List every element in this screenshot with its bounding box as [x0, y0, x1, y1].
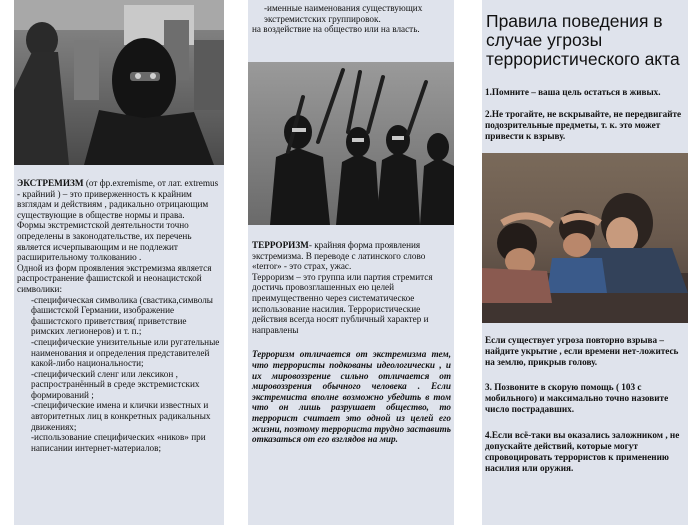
rules-title: Правила поведения в случае угрозы террористического акта — [486, 11, 680, 69]
extremism-term: ЭКСТРЕМИЗМ — [17, 178, 84, 188]
terrorism-paragraph: Терроризм – это группа или партия стремится достичь провозглашенных ею целей преимущественно через систематическое использование насилия. Террористические действия всегда носят публичный характер и направлены — [252, 271, 433, 335]
list-item: -именные наименования существующих экстремистских группировок. — [264, 3, 423, 24]
rule-4: 4.Если всё-таки вы оказались заложником , не допускайте действий, которые могут спровоцировать террористов к применению насилия или оружия. — [485, 430, 680, 473]
armed-militants-photo — [248, 62, 454, 225]
list-item: -специфические унизительные или ругательные наименования и определения представителей какой-либо национальности; — [31, 336, 220, 369]
masked-protester-photo — [14, 0, 224, 165]
italic-comparison-paragraph: Терроризм отличается от экстремизма тем, что террористы подкованы идеологически , и их мировоззрение сильно отличается от мировоззрения обычного человека . Если экстремиста вполне возможно убедить в том что он лишь разрушает общество, то террорист считает это одной из целей его жизни, поэтому террориста трудно заставить отказаться от его взглядов на мир. — [252, 349, 451, 445]
terrorism-term: ТЕРРОРИЗМ — [252, 240, 309, 250]
list-item: -специфический сленг или лексикон , распространённый в среде экстремистских формирований ; — [31, 368, 200, 400]
top-continuation-text — [252, 3, 452, 35]
extremism-definition: (от фр.exremisme, от лат. extremus - крайний ) – это приверженность к крайним взглядам и действиям , радикально отрицающим существующие в обществе нормы и права. — [17, 178, 219, 220]
rules-panel — [482, 0, 688, 525]
rule-1: 1.Помните – ваша цель остаться в живых. — [485, 87, 661, 97]
list-item: -специфические имена и клички известных и авторитетных лиц в конкретных радикальных движениях; — [31, 400, 211, 432]
common-form-paragraph: Одной из форм проявления экстремизма является распространение фашистской и неонацистской символики: — [17, 262, 212, 294]
shelter-rule: Если существует угроза повторно взрыва – найдите укрытие , если времени нет-ложитесь на землю, прикрыв голову. — [485, 335, 679, 367]
rule-3: 3. Позвоните в скорую помощь ( 103 с мобильного) и максимально точно назовите число пострадавших. — [485, 382, 669, 414]
extremism-text — [17, 178, 221, 453]
family-on-ground-photo — [482, 153, 688, 323]
terrorism-definition: - крайняя форма проявления экстремизма. В переводе с латинского слово «terror» - это страх, ужас. — [252, 240, 426, 272]
terrorism-text — [252, 240, 451, 445]
rule-2: 2.Не трогайте, не вскрывайте, не передвигайте подозрительные предметы, т. к. это может привести к взрыву. — [485, 109, 682, 141]
list-item: -использование специфических «ников» при написании интернет-материалов; — [31, 432, 206, 453]
list-item: -специфическая символика (свастика,символы фашистской Германии, изображение фашистского приветствия( приветствие римских легионеров) и т. п.; — [31, 294, 213, 337]
forms-paragraph: Формы экстремистской деятельности точно определены в законодательстве, их перечень является исчерпывающим и не подлежит расширительному толкованию . — [17, 220, 192, 263]
extremism-panel — [14, 0, 224, 525]
terrorism-panel — [248, 0, 454, 525]
continuation-line: на воздействие на общество или на власть. — [252, 24, 420, 35]
